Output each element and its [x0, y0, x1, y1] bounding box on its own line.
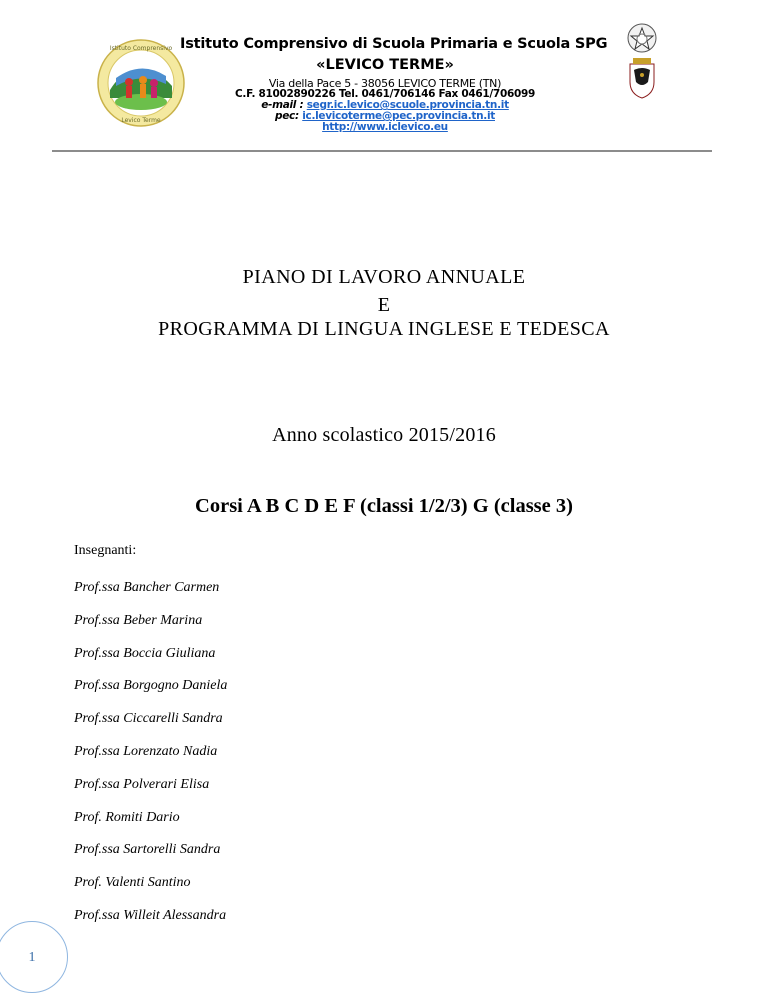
- school-address: Via della Pace 5 - 38056 LEVICO TERME (TN): [268, 77, 502, 90]
- teacher-list: [74, 579, 227, 940]
- courses-heading: Corsi A B C D E F (classi 1/2/3) G (classe 3): [195, 495, 573, 517]
- email-link[interactable]: segr.ic.levico@scuole.provincia.tn.it: [306, 99, 509, 111]
- svg-text:Istituto Comprensivo: Istituto Comprensivo: [109, 45, 173, 52]
- school-logo-icon: [96, 38, 186, 128]
- teacher-item: Prof.ssa Sartorelli Sandra: [74, 842, 221, 858]
- school-subname: «LEVICO TERME»: [316, 57, 454, 73]
- school-year: Anno scolastico 2015/2016: [272, 424, 496, 446]
- italian-republic-emblem-icon: [628, 24, 656, 52]
- website-line: [180, 121, 590, 133]
- teacher-item: Prof.ssa Willeit Alessandra: [74, 907, 227, 923]
- teacher-item: Prof. Romiti Dario: [74, 809, 180, 825]
- teacher-item: Prof.ssa Beber Marina: [74, 612, 203, 628]
- document-title-line-3: PROGRAMMA DI LINGUA INGLESE E TEDESCA: [158, 318, 610, 340]
- website-link[interactable]: http://www.iclevico.eu: [322, 121, 448, 133]
- teacher-item: Prof.ssa Lorenzato Nadia: [74, 743, 218, 759]
- teachers-label: Insegnanti:: [74, 543, 137, 558]
- teacher-item: Prof. Valenti Santino: [74, 875, 191, 891]
- pec-link[interactable]: ic.levicoterme@pec.provincia.tn.it: [302, 110, 495, 122]
- teacher-item: Prof.ssa Borgogno Daniela: [74, 678, 228, 694]
- school-name: Istituto Comprensivo di Scuola Primaria e Scuola SPG: [180, 36, 608, 52]
- teacher-item: Prof.ssa Polverari Elisa: [74, 776, 210, 792]
- document-title-line-1: PIANO DI LAVORO ANNUALE: [242, 266, 526, 288]
- document-title-line-2: E: [377, 294, 391, 316]
- trentino-eagle-coat-icon: [630, 58, 654, 98]
- page-number: 1: [28, 950, 36, 965]
- pec-label: pec:: [274, 110, 299, 122]
- teacher-item: Prof.ssa Ciccarelli Sandra: [74, 711, 223, 727]
- fiscal-code-phone-fax: C.F. 81002890226 Tel. 0461/706146 Fax 0461/706099: [235, 88, 535, 100]
- svg-text:Levico Terme: Levico Terme: [121, 117, 161, 124]
- teacher-item: Prof.ssa Bancher Carmen: [74, 580, 220, 595]
- header-divider: [52, 150, 712, 152]
- email-label: e-mail :: [261, 99, 304, 111]
- teacher-item: Prof.ssa Boccia Giuliana: [74, 645, 216, 661]
- institutional-emblems: [620, 22, 664, 100]
